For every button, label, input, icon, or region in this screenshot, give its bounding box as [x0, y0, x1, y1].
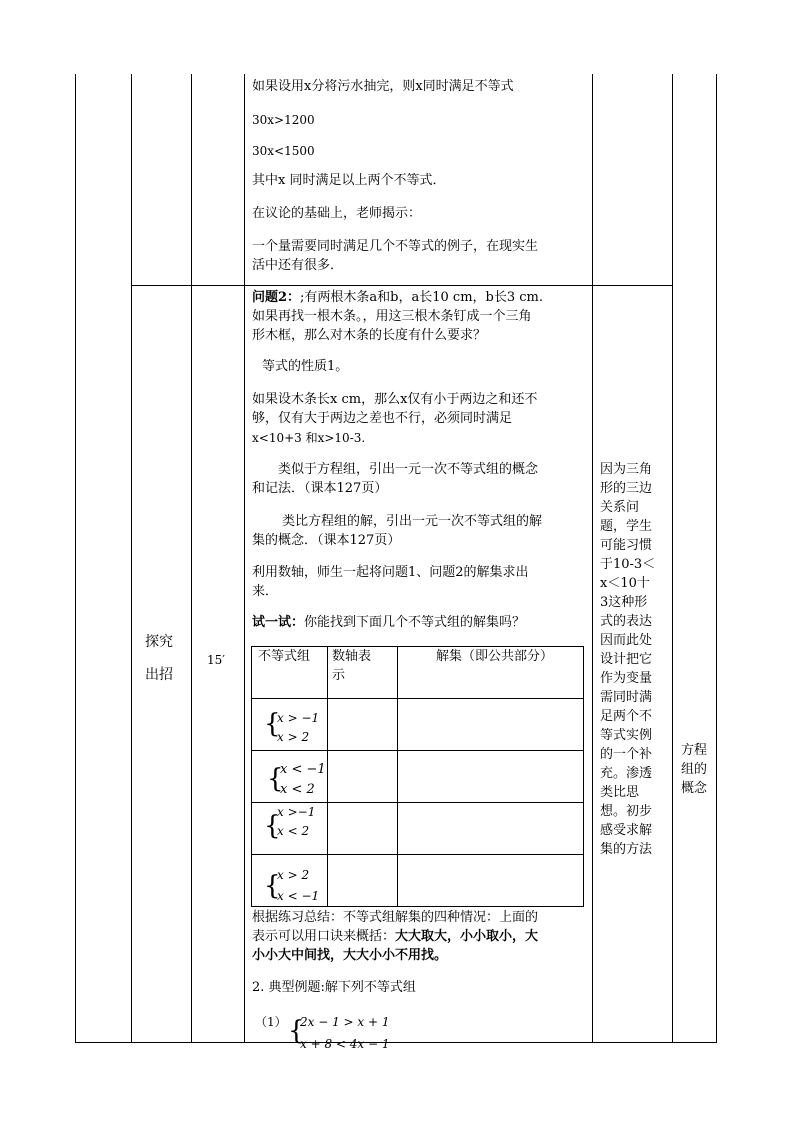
- analysis-line2: 够，仅有大于两边之差也不行，必须同时满足: [252, 411, 513, 426]
- table-left-border: [75, 74, 76, 1043]
- try-line: [252, 614, 525, 632]
- design-note-line: 需同时满: [600, 690, 653, 705]
- problem2-line1: [252, 289, 543, 307]
- top-line-5: 在议论的基础上，老师揭示：: [252, 206, 422, 221]
- inner-table-row4: [251, 854, 584, 855]
- problem2-label: 问题2：: [252, 290, 301, 305]
- col-divider-1: [131, 74, 132, 1043]
- top-line-4: 其中x 同时满足以上两个不等式．: [252, 173, 446, 188]
- inner-header-numberline-2: 示: [332, 668, 346, 683]
- design-note-line: 式的表达: [600, 614, 653, 629]
- brace-row4: {: [264, 871, 281, 901]
- example-number: （1）: [255, 1015, 287, 1029]
- problem2-line3: 形木框，那么对木条的长度有什么要求？: [252, 328, 487, 343]
- design-note-line: 因为三角: [600, 462, 653, 477]
- summary-line2-text: 表示可以用口诀来概括：: [252, 929, 396, 944]
- design-note: [600, 460, 670, 859]
- time-label: 15′: [207, 653, 225, 667]
- inner-table-left: [251, 646, 252, 907]
- col-divider-4: [592, 74, 593, 1043]
- brace-row2: {: [267, 764, 284, 794]
- row1-ineq2: x > 2: [277, 730, 310, 744]
- top-line-6: 一个量需要同时满足几个不等式的例子，在现实生: [252, 239, 539, 254]
- design-note-line: 感受求解: [600, 823, 653, 838]
- design-note-line: 于10-3＜: [600, 557, 656, 572]
- analysis-line3: x<10+3 和x>10-3.: [252, 431, 366, 445]
- design-note-line: 作为变量: [600, 671, 653, 686]
- concept1-line1: 类似于方程组，引出一元一次不等式组的概念: [278, 462, 539, 477]
- inner-table-row1: [251, 698, 584, 699]
- design-note-line: 形的三边: [600, 481, 653, 496]
- summary-mnemonic-1: 大大取大，小小取小，大: [395, 929, 539, 944]
- brace-row3: {: [264, 811, 281, 841]
- top-line-2: 30x>1200: [252, 113, 315, 127]
- inner-table-top: [251, 646, 584, 647]
- row1-ineq1: x > −1: [277, 711, 320, 725]
- try-text: 你能找到下面几个不等式组的解集吗？: [304, 615, 526, 630]
- top-line-1: 如果设用x分将污水抽完，则x同时满足不等式: [252, 79, 514, 94]
- inner-table-right: [583, 646, 584, 907]
- design-note-line: 集的方法: [600, 842, 653, 857]
- stage-label-2: 出招: [145, 667, 173, 683]
- brace-row1: {: [264, 709, 281, 739]
- numberline-line1: 利用数轴，师生一起将问题1、问题2的解集求出: [252, 565, 529, 580]
- example-eq1: 2x − 1 > x + 1: [300, 1015, 390, 1029]
- concept2-line2: 集的概念．（课本127页）: [252, 533, 401, 548]
- design-note-line: x＜10十: [600, 576, 650, 591]
- summary-line3: 小小大中间找，大大小小不用找。: [252, 948, 448, 963]
- example-eq2: x + 8 < 4x − 1: [300, 1037, 390, 1051]
- design-note-line: 关系问: [600, 500, 640, 515]
- design-note-line: 等式实例: [600, 728, 653, 743]
- row2-ineq2: x < 2: [280, 782, 315, 797]
- col-divider-2: [191, 74, 192, 1043]
- numberline-line2: 来．: [252, 584, 279, 599]
- row4-ineq1: x > 2: [277, 868, 310, 882]
- design-note-line: 的一个补: [600, 747, 653, 762]
- inner-header-system: 不等式组: [258, 649, 311, 664]
- design-note-line: 3这种形: [600, 595, 648, 610]
- right-note: [681, 741, 715, 798]
- design-note-line: 因而此处: [600, 633, 653, 648]
- right-note-line: 概念: [681, 781, 708, 796]
- row-divider: [131, 285, 672, 286]
- top-line-3: 30x<1500: [252, 144, 315, 158]
- design-note-line: 类比思: [600, 785, 640, 800]
- try-label: 试一试：: [252, 615, 305, 630]
- design-note-line: 充。渗透: [600, 766, 653, 781]
- design-note-line: 想。初步: [600, 804, 653, 819]
- stage-label-1: 探究: [145, 634, 173, 650]
- design-note-line: 足两个不: [600, 709, 653, 724]
- analysis-line1: 如果设木条长x cm，那么x仅有小于两边之和还不: [252, 392, 538, 407]
- inner-table-row2: [251, 750, 584, 751]
- summary-line1: 根据练习总结：不等式组解集的四种情况：上面的: [252, 910, 539, 925]
- right-note-line: 方程: [681, 743, 708, 758]
- brace-example: {: [288, 1016, 305, 1046]
- table-bottom-border: [75, 1042, 717, 1043]
- inner-table-col1: [327, 646, 328, 907]
- col-divider-5: [672, 74, 673, 1043]
- problem2-text: ;有两根木条a和b，a长10 cm，b长3 cm.: [300, 290, 543, 305]
- property-line: 等式的性质1。: [262, 359, 349, 374]
- concept2-line1: 类比方程组的解，引出一元一次不等式组的解: [282, 514, 543, 529]
- design-note-line: 可能习惯: [600, 538, 653, 553]
- design-note-line: 题，学生: [600, 519, 653, 534]
- inner-table-bottom: [251, 906, 584, 907]
- row4-ineq2: x < −1: [277, 889, 320, 903]
- summary-line2: [252, 928, 538, 946]
- row2-ineq1: x < −1: [280, 762, 326, 777]
- example-title: 2. 典型例题:解下列不等式组: [252, 980, 416, 995]
- col-divider-3: [244, 74, 245, 1043]
- inner-table-col2: [397, 646, 398, 907]
- top-line-7: 活中还有很多．: [252, 258, 344, 273]
- inner-header-solution: 解集（即公共部分）: [436, 649, 554, 664]
- concept1-line2: 和记法．（课本127页）: [252, 481, 388, 496]
- right-note-line: 组的: [681, 762, 708, 777]
- table-right-border: [716, 74, 717, 1043]
- row3-ineq1: x >−1: [277, 805, 316, 819]
- design-note-line: 设计把它: [600, 652, 653, 667]
- problem2-line2: 如果再找一根木条。，用这三根木条钉成一个三角: [252, 309, 532, 324]
- inner-header-numberline-1: 数轴表: [332, 649, 372, 664]
- row3-ineq2: x < 2: [277, 824, 310, 838]
